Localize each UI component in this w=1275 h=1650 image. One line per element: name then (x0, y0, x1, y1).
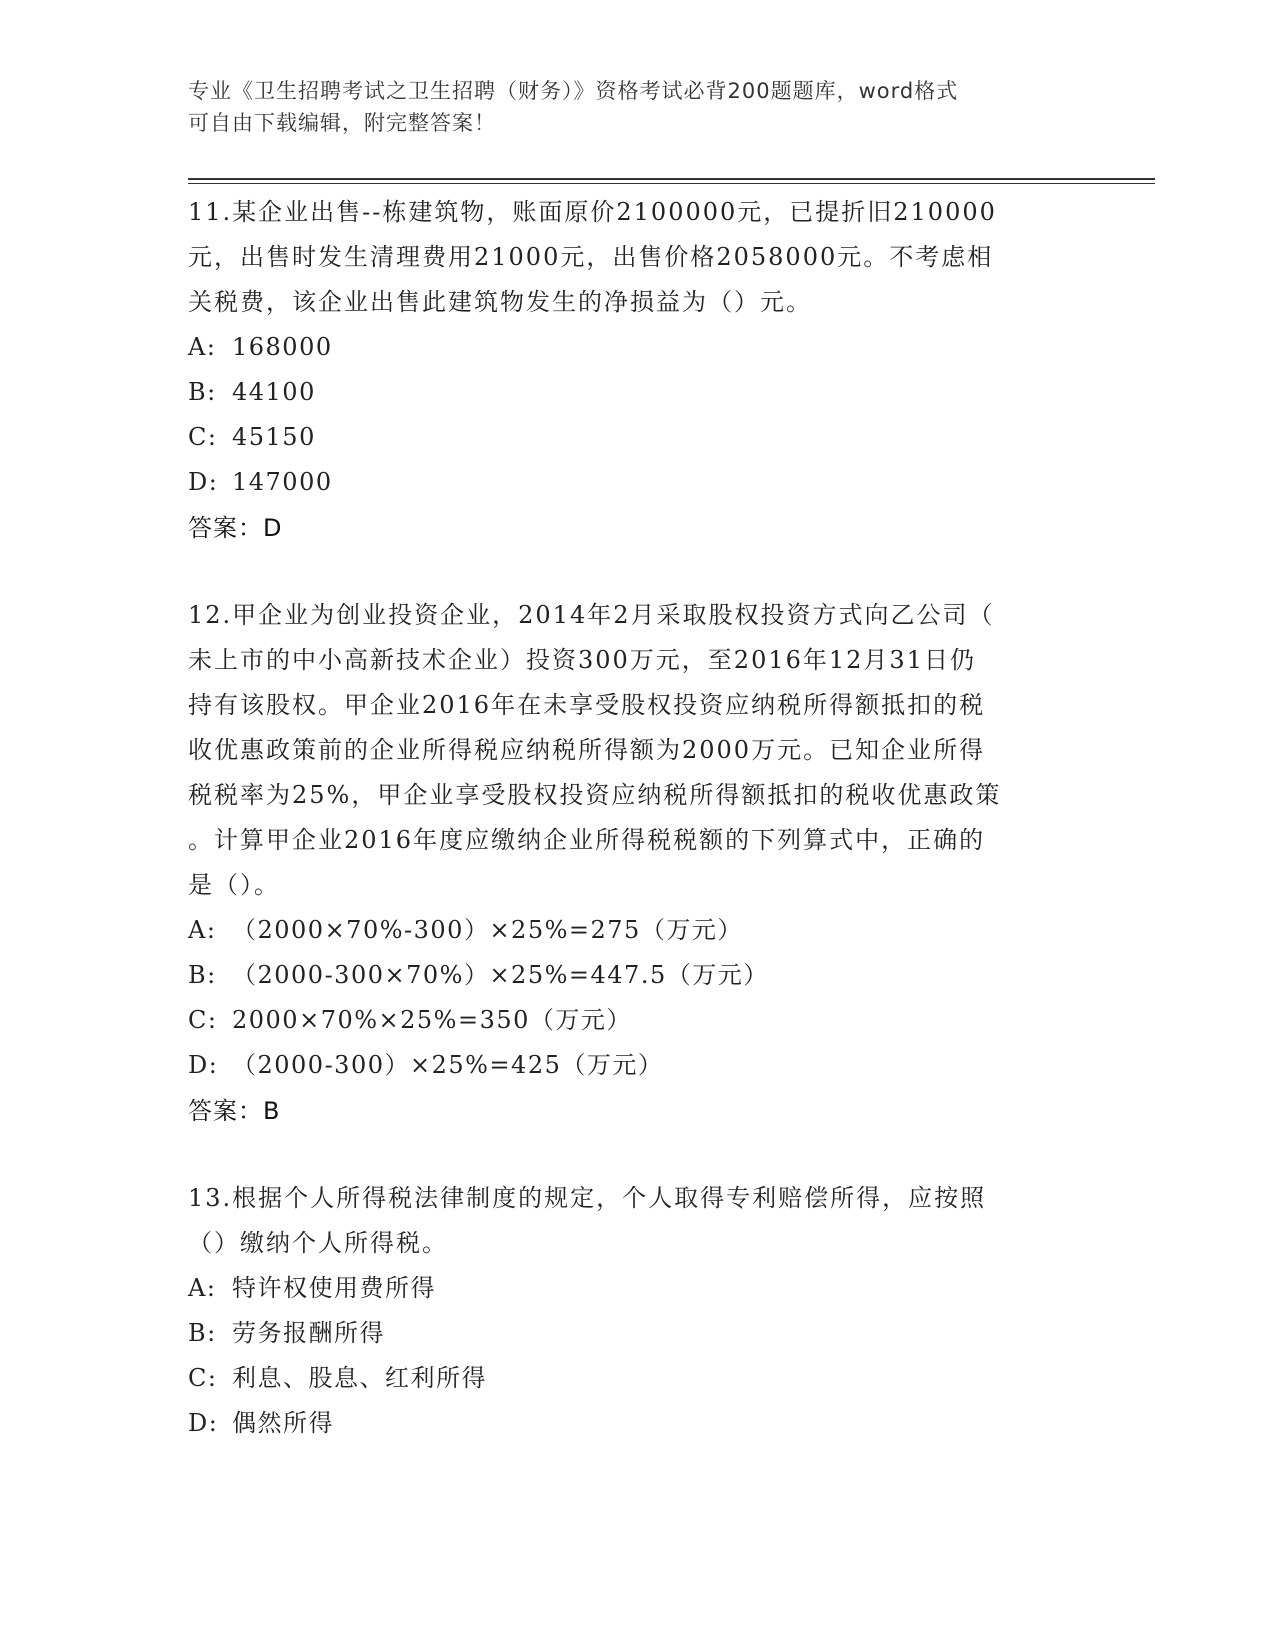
option-label: A: (188, 916, 217, 944)
option-text: 168000 (232, 333, 333, 361)
question-stem-line: 12.甲企业为创业投资企业，2014年2月采取股权投资方式向乙公司（ (188, 601, 995, 629)
option-label: D: (188, 468, 219, 496)
option-text: 特许权使用费所得 (232, 1274, 436, 1302)
option-label: A: (188, 333, 217, 361)
question-stem-line: 持有该股权。甲企业2016年在未享受股权投资应纳税所得额抵扣的税 (188, 691, 986, 719)
answer-text: 答案：D (188, 514, 283, 542)
option-label: D: (188, 1051, 219, 1079)
question-stem-line: 元，出售时发生清理费用21000元，出售价格2058000元。不考虑相 (188, 243, 994, 271)
question-13 (188, 1176, 1088, 1446)
option-text: 45150 (232, 423, 316, 451)
option-b (188, 953, 1088, 998)
header-divider-thick (188, 178, 1155, 180)
option-text: 劳务报酬所得 (232, 1319, 385, 1347)
header-divider-thin (188, 183, 1155, 184)
option-label: C: (188, 1364, 218, 1392)
option-b (188, 370, 1088, 415)
question-stem-line: 收优惠政策前的企业所得税应纳税所得额为2000万元。已知企业所得 (188, 736, 986, 764)
question-stem-line: 未上市的中小高新技术企业）投资300万元，至2016年12月31日仍 (188, 646, 976, 674)
option-text: （2000×70%-300）×25%=275（万元） (232, 916, 743, 944)
option-label: B: (188, 1319, 217, 1347)
question-stem-line: （）缴纳个人所得税。 (188, 1229, 448, 1257)
option-c (188, 1356, 1088, 1401)
option-a (188, 325, 1088, 370)
option-text: （2000-300×70%）×25%=447.5（万元） (232, 961, 769, 989)
option-c (188, 415, 1088, 460)
option-text: 利息、股息、红利所得 (232, 1364, 487, 1392)
option-label: A: (188, 1274, 217, 1302)
header-title-line-1: 专业《卫生招聘考试之卫生招聘（财务）》资格考试必背200题题库，word格式 (188, 79, 959, 103)
option-label: B: (188, 378, 217, 406)
option-text: 147000 (232, 468, 333, 496)
option-label: C: (188, 423, 218, 451)
question-list (188, 190, 1088, 1446)
option-d (188, 460, 1088, 505)
question-stem-line: 。计算甲企业2016年度应缴纳企业所得税税额的下列算式中，正确的 (188, 826, 986, 854)
option-label: B: (188, 961, 217, 989)
option-text: 2000×70%×25%=350（万元） (232, 1006, 632, 1034)
question-stem-line: 税税率为25%，甲企业享受股权投资应纳税所得额抵扣的税收优惠政策 (188, 781, 1002, 809)
option-label: C: (188, 1006, 218, 1034)
option-c (188, 998, 1088, 1043)
option-a (188, 1266, 1088, 1311)
question-stem-line: 是（）。 (188, 871, 280, 899)
option-label: D: (188, 1409, 219, 1437)
option-d (188, 1401, 1088, 1446)
option-text: 偶然所得 (232, 1409, 334, 1437)
question-stem-line: 关税费，该企业出售此建筑物发生的净损益为（）元。 (188, 288, 812, 316)
question-11 (188, 190, 1088, 551)
answer-text: 答案：B (188, 1097, 281, 1125)
header-title-line-2: 可自由下载编辑，附完整答案！ (188, 111, 496, 135)
option-a (188, 908, 1088, 953)
option-text: （2000-300）×25%=425（万元） (232, 1051, 664, 1079)
question-stem-line: 13.根据个人所得税法律制度的规定，个人取得专利赔偿所得，应按照 (188, 1184, 987, 1212)
option-d (188, 1043, 1088, 1088)
option-b (188, 1311, 1088, 1356)
document-header (188, 75, 1068, 139)
question-stem-line: 11.某企业出售--栋建筑物，账面原价2100000元，已提折旧210000 (188, 198, 997, 226)
option-text: 44100 (232, 378, 316, 406)
question-12 (188, 593, 1088, 1134)
